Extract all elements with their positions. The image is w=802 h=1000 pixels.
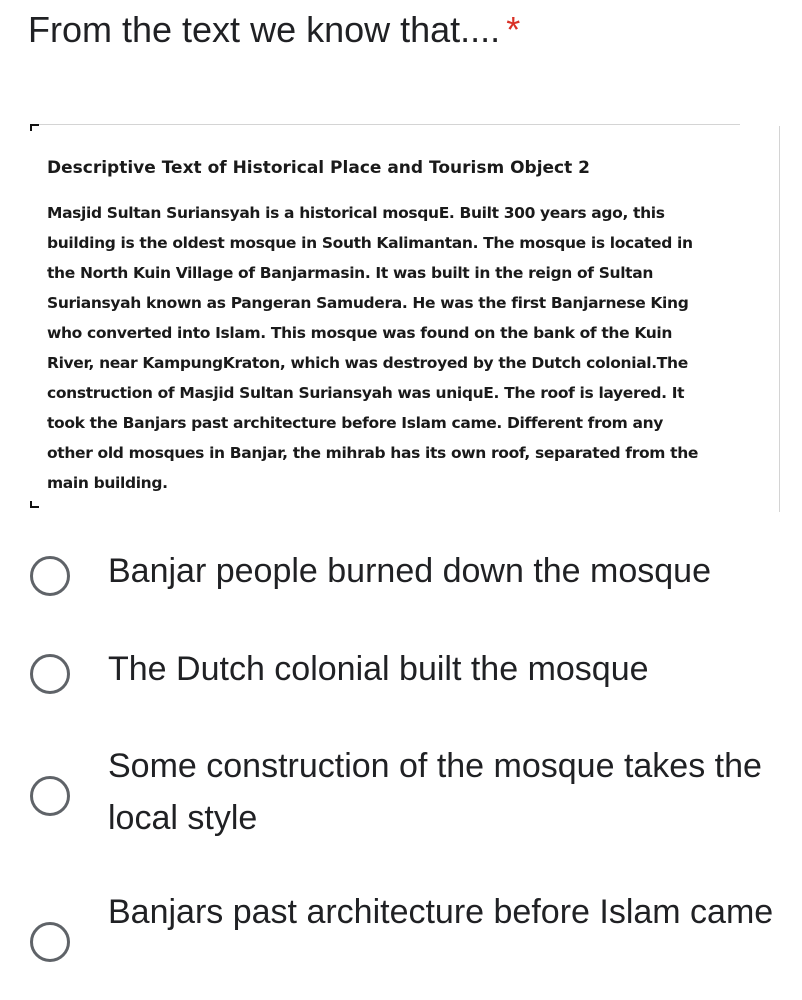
radio-button[interactable] bbox=[30, 922, 70, 962]
required-asterisk: * bbox=[506, 9, 521, 50]
crop-corner-top-left bbox=[30, 124, 39, 126]
option-label[interactable]: Banjars past architecture before Islam came bbox=[108, 893, 774, 931]
answer-option-4[interactable] bbox=[0, 886, 802, 996]
radio-button[interactable] bbox=[30, 556, 70, 596]
passage-line: took the Banjars past architecture before Islam came. Different from any bbox=[47, 414, 664, 432]
passage-line: main building. bbox=[47, 474, 168, 492]
passage-line: other old mosques in Banjar, the mihrab has its own roof, separated from the bbox=[47, 444, 699, 462]
passage-line: Masjid Sultan Suriansyah is a historical mosquE. Built 300 years ago, this bbox=[47, 204, 665, 222]
image-top-border bbox=[30, 124, 740, 125]
radio-button[interactable] bbox=[30, 654, 70, 694]
question-text: From the text we know that.... bbox=[28, 9, 501, 50]
option-label[interactable]: Some construction of the mosque takes the local style bbox=[108, 747, 762, 837]
answer-option-2[interactable] bbox=[0, 643, 802, 703]
passage-line: building is the oldest mosque in South Kalimantan. The mosque is located in bbox=[47, 234, 693, 252]
crop-corner-bottom-left bbox=[30, 506, 39, 508]
question-title bbox=[28, 8, 520, 52]
option-label[interactable]: The Dutch colonial built the mosque bbox=[108, 650, 649, 688]
passage-line: construction of Masjid Sultan Suriansyah was uniquE. The roof is layered. It bbox=[47, 384, 685, 402]
image-right-border bbox=[779, 126, 780, 512]
radio-button[interactable] bbox=[30, 776, 70, 816]
passage-heading: Descriptive Text of Historical Place and Tourism Object 2 bbox=[47, 158, 591, 178]
passage-line: Suriansyah known as Pangeran Samudera. He was the first Banjarnese King bbox=[47, 294, 689, 312]
passage-line: who converted into Islam. This mosque was found on the bank of the Kuin bbox=[47, 324, 673, 342]
passage-line: the North Kuin Village of Banjarmasin. It was built in the reign of Sultan bbox=[47, 264, 654, 282]
passage-line: River, near KampungKraton, which was destroyed by the Dutch colonial.The bbox=[47, 354, 688, 372]
passage-body bbox=[47, 198, 777, 498]
answer-option-1[interactable] bbox=[0, 545, 802, 605]
answer-option-3[interactable] bbox=[0, 740, 802, 850]
passage-image bbox=[30, 124, 780, 510]
option-label[interactable]: Banjar people burned down the mosque bbox=[108, 552, 711, 590]
